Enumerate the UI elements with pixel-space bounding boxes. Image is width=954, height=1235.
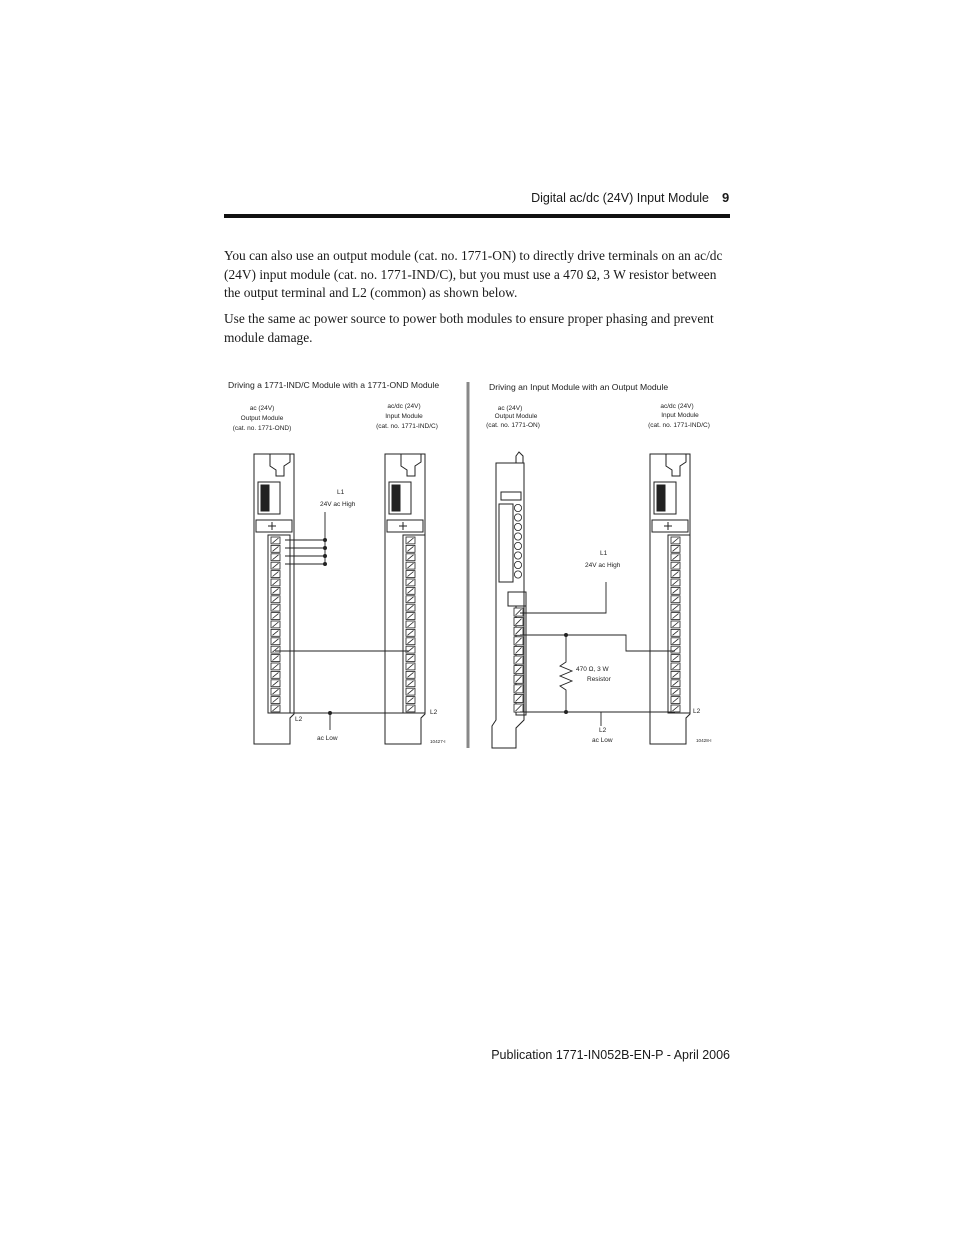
right-ac-low: ac Low [592,737,613,744]
right-out-label-3: (cat. no. 1771-ON) [486,422,540,429]
right-l1-sub: 24V ac High [585,562,621,569]
right-out-label-1: ac (24V) [497,405,523,412]
status-led [514,533,521,540]
left-l1-label: L1 [337,489,345,496]
left-junction-dots [323,538,332,715]
body-paragraph-1: You can also use an output module (cat. no. 1771-ON) to directly drive terminals on an ac/dc (24V) input module (cat. no. 1771-IND/C), but you must use a 470 Ω, 3 W resistor between the output terminal and L2 (common) as shown below. [224,248,723,301]
left-out-label-1: ac (24V) [249,405,275,412]
right-input-module [650,454,690,744]
status-led [514,504,521,511]
publication-footer: Publication 1771-IN052B-EN-P - April 2006 [491,1048,730,1062]
running-header-title: Digital ac/dc (24V) Input Module [531,191,709,205]
left-in-label-3: (cat. no. 1771-IND/C) [376,423,438,430]
body-paragraph-2: Use the same ac power source to power both modules to ensure proper phasing and prevent module damage. [224,311,714,345]
right-caption: Driving an Input Module with an Output Module [489,382,669,392]
left-input-module [385,454,425,744]
left-l2-right-label: L2 [430,709,438,716]
right-input-terminals [671,537,680,712]
right-l2-right-label: L2 [693,708,701,715]
left-fig-id: 10427-I [430,739,446,744]
status-led [514,514,521,521]
right-in-label-1: ac/dc (24V) [660,403,694,410]
left-l2-label: L2 [295,716,303,723]
status-led [514,523,521,530]
page-number: 9 [722,190,730,205]
left-ac-low: ac Low [317,735,338,742]
left-l1-sub: 24V ac High [320,501,356,508]
right-in-label-3: (cat. no. 1771-IND/C) [648,422,710,429]
right-fig-id: 10428-I [696,738,712,743]
right-in-label-2: Input Module [661,412,699,419]
left-wiring [275,512,409,730]
status-led [514,552,521,559]
left-input-terminals [406,537,415,712]
right-out-label-2: Output Module [494,413,538,420]
left-out-label-2: Output Module [240,415,284,422]
left-caption: Driving a 1771-IND/C Module with a 1771-OND Module [228,380,440,390]
status-led [514,542,521,549]
right-resistor-label: 470 Ω, 3 W [576,666,609,673]
wiring-figure [220,370,730,755]
right-wiring [520,582,675,726]
right-output-leds [514,504,521,578]
right-l1-label: L1 [600,550,608,557]
left-in-label-2: Input Module [385,413,423,420]
left-in-label-1: ac/dc (24V) [387,403,421,410]
left-out-label-3: (cat. no. 1771-OND) [232,425,292,432]
status-led [514,571,521,578]
right-resistor-sub: Resistor [587,676,611,683]
right-output-module [492,452,526,748]
right-l2-label: L2 [599,727,607,734]
status-led [514,561,521,568]
right-output-terminals [514,608,523,712]
header-rule [224,214,730,218]
left-output-terminals [271,537,280,712]
